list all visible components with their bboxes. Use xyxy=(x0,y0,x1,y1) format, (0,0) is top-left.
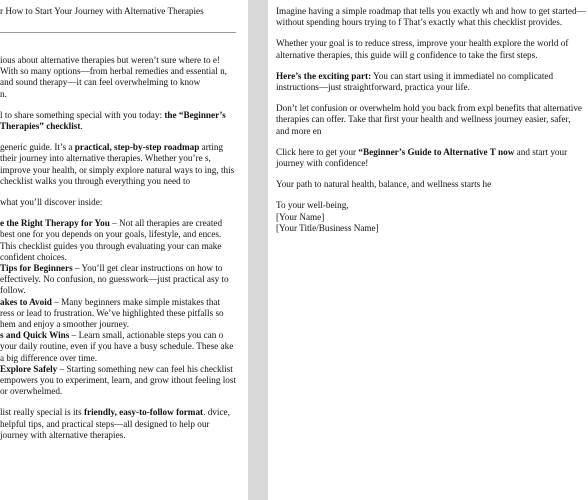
guide-text-pre: generic guide. It’s a xyxy=(0,142,75,153)
document-page-right xyxy=(268,0,588,500)
list-item-text: – Learn small, actionable steps you can o your daily routine, even if you have a busy schedule. These ake a big difference over time. xyxy=(0,330,234,363)
announce-end: . xyxy=(80,121,83,132)
inside-intro: what you’ll discover inside: xyxy=(0,197,103,208)
format-paragraph xyxy=(0,407,236,441)
exciting-highlight: Here’s the exciting part: xyxy=(276,70,372,81)
guide-text: arting their journey into alternative therapies. Whether you’re s, improve your health, or simply explore natural ways to ing, this checklist walks you through everything you need to xyxy=(0,142,235,186)
closing-line: To your well-being, xyxy=(276,200,349,211)
guide-paragraph xyxy=(0,142,236,187)
format-text-pre: list really special is its xyxy=(0,407,84,418)
announce-paragraph xyxy=(0,110,236,132)
checklist-name-part1: the “Beginner’s xyxy=(164,109,226,120)
cta-paragraph xyxy=(276,147,586,169)
format-highlight: friendly, easy-to-follow format xyxy=(83,407,204,418)
encourage-paragraph: Don’t let confusion or overwhelm hold you back from expl benefits that alternative therapies can offer. Take that first your health and wellness journey easier, safer, and more en xyxy=(276,103,582,136)
exciting-paragraph xyxy=(276,71,586,93)
list-item-text: – You’ll get clear instructions on how to effectively. No confusion, no guesswork—just practical asy to follow. xyxy=(0,263,229,296)
list-item xyxy=(0,364,236,398)
list-item xyxy=(0,263,236,297)
benefits-list xyxy=(0,218,236,397)
sender-name: [Your Name] xyxy=(276,211,325,222)
cta-text-pre: Click here to get your xyxy=(276,146,359,157)
cta-text: and start your journey with confidence! xyxy=(276,146,568,169)
goal-paragraph: Whether your goal is to reduce stress, improve your health explore the world of alternative therapies, this guide will g confidence to take the first steps. xyxy=(276,38,569,60)
list-item-title: Explore Safely xyxy=(0,363,58,374)
list-item-title: Tips for Beginners xyxy=(0,263,73,274)
roadmap-highlight: practical, step-by-step roadmap xyxy=(74,142,200,153)
list-item-title: e the Right Therapy for You xyxy=(0,218,110,229)
document-page-left xyxy=(0,0,248,500)
cta-link[interactable]: “Beginner’s Guide to Alternative T now xyxy=(358,146,515,157)
list-item-title: s and Quick Wins xyxy=(0,330,70,341)
list-item-title: akes to Avoid xyxy=(0,296,52,307)
format-text: . dvice, helpful tips, and practical steps—all designed to help our journey with alternative therapies. xyxy=(0,407,230,440)
announce-text: l to share something special with you today: xyxy=(0,109,165,120)
intro-paragraph xyxy=(0,55,236,100)
checklist-name-part2: Therapies” checklist xyxy=(0,121,81,132)
list-item-text: – Many beginners make simple mistakes that ress or lead to frustration. We’ve highlighted these pitfalls so hem and enjoy a smoother journey. xyxy=(0,296,224,330)
list-item xyxy=(0,297,236,331)
subject-line: r How to Start Your Journey with Alternative Therapies xyxy=(0,6,204,16)
list-item xyxy=(0,330,236,364)
roadmap-paragraph: Imagine having a simple roadmap that tells you exactly wh and how to get started—without spending hours trying to f That’s exactly what this checklist provides. xyxy=(276,6,586,28)
intro-tail: n. xyxy=(0,88,7,99)
signature-block xyxy=(276,200,586,234)
path-paragraph: Your path to natural health, balance, and wellness starts he xyxy=(276,179,492,190)
sender-title: [Your Title/Business Name] xyxy=(276,222,379,233)
list-item-text: – Not all therapies are created best one for you depends on your goals, lifestyle, and ences. This checklist guides you through evaluating your can make confident choices. xyxy=(0,218,223,262)
header-divider xyxy=(0,32,236,33)
intro-text: ious about alternative therapies but weren’t sure where to e! With so many options—from herbal remedies and essential n, and sound therapy—it can feel overwhelming to know xyxy=(0,55,227,88)
list-item xyxy=(0,218,236,263)
exciting-text: You can start using it immediatel no complicated instructions—just straightforward, practica your life. xyxy=(276,70,554,93)
list-item-text: – Starting something new can feel his checklist empowers you to experiment, learn, and grow ithout feeling lost or overwhelmed. xyxy=(0,363,237,397)
